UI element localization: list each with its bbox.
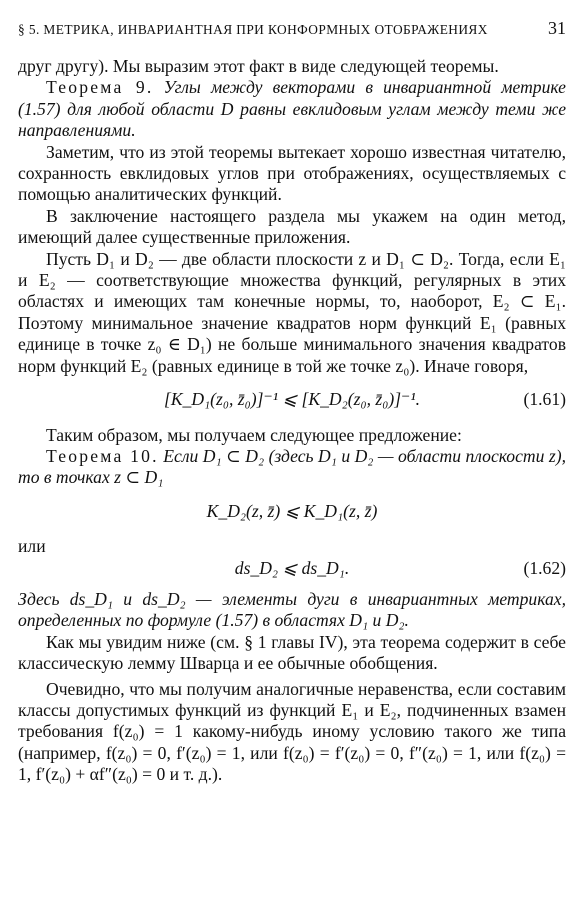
equation-number-1-62: (1.62) [523,557,566,578]
theorem-10-label: Теорема 10. [46,445,159,466]
running-title: § 5. МЕТРИКА, ИНВАРИАНТНАЯ ПРИ КОНФОРМНЫХ ОТОБРАЖЕНИЯХ [18,22,488,37]
paragraph-method: В заключение настоящего раздела мы укажем на один метод, имеющий далее существенные приложения. [18,205,566,248]
page-number: 31 [548,18,566,38]
formula-kernel-inequality [18,501,566,522]
formula-kernel-expression: K_D₂(z, z̄) ⩽ K_D₁(z, z̄) [206,500,378,521]
theorem-9-statement: Углы между векторами в инвариантной метрике (1.57) для любой области D равны евклидовым углам между теми же направлениями. [18,77,566,141]
theorem-10 [18,446,566,489]
paragraph-analogous-inequalities: Очевидно, что мы получим аналогичные неравенства, если составим классы допустимых функций из функций E₁ и E₂, подчиненных взамен требования f(z₀) = 1 какому-нибудь иному условию такого же типа (например, f(z₀) = 0, f′(z₀) = 1, или f(z₀) = f′(z₀) = 0, f″(z₀) = 1, или f(z₀) = 1, f′(z₀) + αf″(z₀) = 0 и т. д.). [18,678,566,785]
formula-1-62 [18,558,566,579]
theorem-9 [18,77,566,141]
formula-1-61-expression: [K_D₁(z₀, z̄₀)]⁻¹ ⩽ [K_D₂(z₀, z̄₀)]⁻¹. [163,389,421,410]
paragraph-remark: Заметим, что из этой теоремы вытекает хорошо известная читателю, сохранность евклидовых углов при отображениях, осуществляемых с помощью аналитических функций. [18,141,566,205]
paragraph-conclusion: Таким образом, мы получаем следующее предложение: [46,424,462,445]
formula-1-61 [18,389,566,410]
or-word: или [18,536,46,557]
formula-1-62-expression: ds_D₂ ⩽ ds_D₁. [234,557,350,578]
paragraph-continuation: друг другу). Мы выразим этот факт в виде следующей теоремы. [18,56,499,76]
paragraph-schwarz-lemma: Как мы увидим ниже (см. § 1 главы IV), эта теорема содержит в себе классическую лемму Шварца и ее обычные обобщения. [18,631,566,674]
equation-number-1-61: (1.61) [523,389,566,410]
paragraph-arc-elements: Здесь ds_D₁ и ds_D₂ — элементы дуги в инвариантных метриках, определенных по формуле (1.57) в областях D₁ и D₂. [18,588,566,631]
theorem-10-statement: Если D₁ ⊂ D₂ (здесь D₁ и D₂ — области плоскости z), то в точках z ⊂ D₁ [18,445,566,488]
paragraph-domains: Пусть D₁ и D₂ — две области плоскости z и D₁ ⊂ D₂. Тогда, если E₁ и E₂ — соответствующие множества функций, регулярных в этих областях и имеющих там конечные нормы, то, наоборот, E₂ ⊂ E₁. Поэтому минимальное значение квадратов норм функций E₁ (равных единице в точке z₀ ∈ D₁) не больше минимального значения квадратов норм функций E₂ (равных единице в той же точке z₀). Иначе говоря, [18,248,566,376]
theorem-9-label: Теорема 9. [46,77,154,98]
page-header [18,8,566,48]
